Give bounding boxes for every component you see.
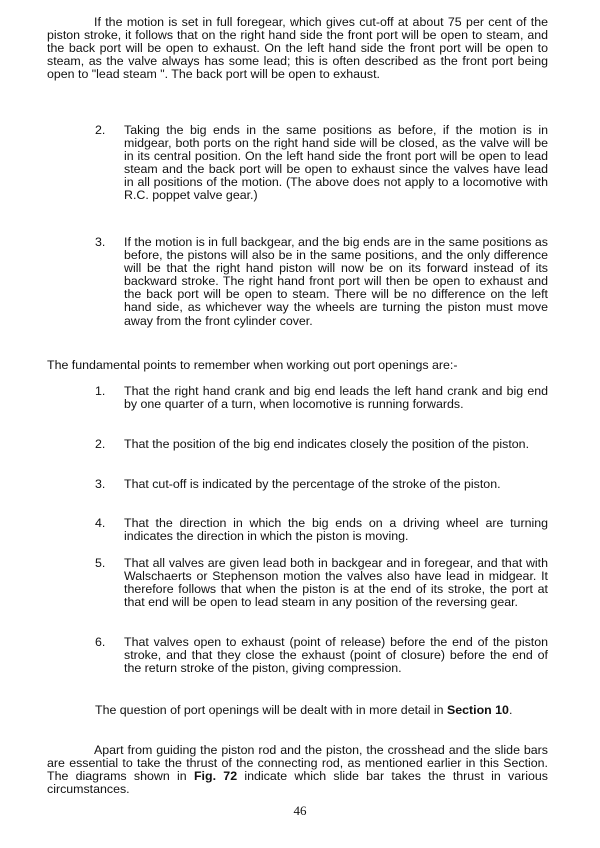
intro-paragraph: If the motion is set in full foregear, which gives cut-off at about 75 per cent of the piston stroke, it follows that on the right hand side the front port will be open to steam, and the back port will be open to exhaust. On the left hand side the front port will be open to steam, as the valve always has some lead; this is often described as the front port being open to "lead steam ". The back port will be open to exhaust. [47, 15, 548, 82]
section-link[interactable]: Section 10 [446, 703, 509, 717]
paragraph-text: indicate which slide bar takes the thrust in various circumstances. [47, 769, 548, 797]
crosshead-paragraph [47, 744, 548, 796]
list-item-text: That valves open to exhaust (point of release) before the end of the piston stroke, and that they close the exhaust (point of closure) before the end of the return stroke of the piston, giving compression. [124, 635, 548, 676]
list-item-text: That cut-off is indicated by the percentage of the stroke of the piston. [124, 477, 501, 491]
list-item-number: 4. [95, 516, 106, 530]
list-item-text: That the position of the big end indicates closely the position of the piston. [124, 437, 530, 451]
list-item-number: 5. [95, 556, 106, 570]
paragraph-text: Apart from guiding the piston rod and the piston, the crosshead and the slide bars are essential to take the thrust of the connecting rod, as mentioned earlier in this Section. The diagrams shown in [47, 743, 548, 784]
lead-in-sentence: The fundamental points to remember when working out port openings are:- [47, 358, 458, 372]
figure-link[interactable]: Fig. 72 [193, 769, 238, 784]
list-item-text: Taking the big ends in the same positions as before, if the motion is in midgear, both ports on the right hand side will be closed, as the valve will be in its central position. On the left hand side the front port will be open to lead steam and the back port will be open to exhaust since the valves have lead in all positions of the motion. (The above does not apply to a locomotive with R.C. poppet valve gear.) [124, 123, 548, 203]
list-item-text: If the motion is in full backgear, and the big ends are in the same positions as before, the pistons will also be in the same positions, and the only difference will be that the right hand piston will now be on its forward instead of its backward stroke. The right hand front port will then be open to exhaust and the back port will be open to steam. There will be no difference on the left hand side, as whichever way the wheels are turning the piston must move away from the front cylinder cover. [124, 235, 548, 328]
section-reference-paragraph [95, 704, 548, 717]
list-item-text: That all valves are given lead both in backgear and in foregear, and that with Walschaerts or Stephenson motion the valves also have lead in midgear. It therefore follows that when the piston is at the end of its stroke, the port at that end will be open to lead steam in any position of the reversing gear. [124, 556, 548, 610]
list-item-number: 2. [95, 123, 106, 137]
list-item-text: That the right hand crank and big end leads the left hand crank and big end by one quarter of a turn, when locomotive is running forwards. [124, 384, 548, 412]
paragraph-text: . [508, 703, 513, 717]
list-item-number: 1. [95, 384, 106, 398]
list-item-number: 3. [95, 477, 106, 491]
page-number: 46 [293, 803, 307, 818]
list-item-number: 6. [95, 635, 106, 649]
list-item-number: 2. [95, 437, 106, 451]
list-item-text: That the direction in which the big ends on a driving wheel are turning indicates the direction in which the piston is moving. [124, 516, 548, 544]
list-item-number: 3. [95, 235, 106, 249]
paragraph-text: The question of port openings will be dealt with in more detail in [95, 703, 447, 717]
